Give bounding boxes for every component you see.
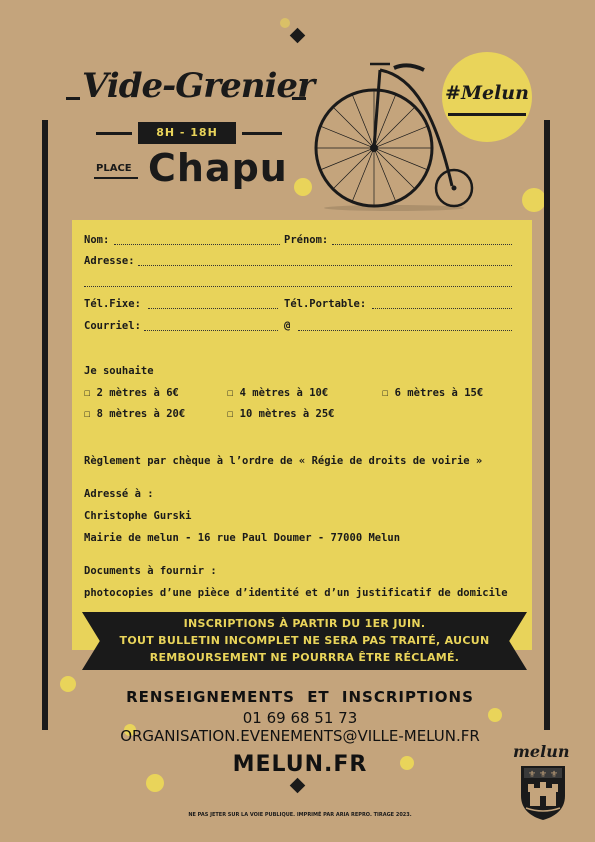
checkbox-icon[interactable]: ☐ [382,387,395,399]
option-2m[interactable]: ☐ 2 mètres à 6€ [84,387,179,399]
notice-line-2: TOUT BULLETIN INCOMPLET NE SERA PAS TRAITÉ, AUCUN [119,634,490,647]
svg-text:⚜: ⚜ [539,770,548,780]
checkbox-icon[interactable]: ☐ [84,387,97,399]
event-title: Vide-Grenier [82,66,314,106]
checkbox-icon[interactable]: ☐ [227,408,240,420]
tel-portable-field[interactable] [372,308,512,309]
penny-farthing-icon [314,56,484,212]
tel-fixe-field[interactable] [148,308,278,309]
place-label: PLACE [96,163,132,174]
mairie-address: Mairie de melun - 16 rue Paul Doumer - 77000 Melun [84,532,401,544]
checkbox-icon[interactable]: ☐ [84,408,97,420]
courriel-field-user[interactable] [144,330,278,331]
contact-phone[interactable]: 01 69 68 51 73 [242,709,358,727]
documents-label: Documents à fournir : [84,565,217,577]
adresse-a-label: Adressé à : [84,488,154,500]
top-diamond [290,28,306,44]
contact-heading: RENSEIGNEMENTS ET INSCRIPTIONS [126,688,474,706]
hashtag-label: #Melun [445,82,529,104]
decor-dot [522,188,546,212]
courriel-field-domain[interactable] [298,330,512,331]
left-frame-bar [42,120,48,730]
contact-email[interactable]: ORGANISATION.EVENEMENTS@VILLE-MELUN.FR [120,727,480,745]
svg-text:⚜: ⚜ [550,770,559,780]
hours-rule-right [242,132,282,135]
tel-portable-label: Tél.Portable: [284,298,367,310]
courriel-label: Courriel: [84,320,141,332]
place-underline [94,177,138,179]
city-crest-icon [518,762,568,822]
title-rule-left [66,97,80,100]
decor-dot [280,18,290,28]
option-4m[interactable]: ☐ 4 mètres à 10€ [227,387,329,399]
website-link[interactable]: MELUN.FR [232,752,368,777]
footer-legal: NE PAS JETER SUR LA VOIE PUBLIQUE. IMPRIMÉ PAR ARIA REPRO. TIRAGE 2023. [188,812,412,818]
hours-rule-left [96,132,132,135]
destinataire-text: Christophe Gurski [84,510,192,522]
option-10m[interactable]: ☐ 10 mètres à 25€ [227,408,335,420]
crest-name: melun [513,742,570,761]
adresse-field[interactable] [138,265,512,266]
right-frame-bar [544,120,550,730]
notice-line-1: INSCRIPTIONS À PARTIR DU 1ER JUIN. [183,617,426,630]
prenom-label: Prénom: [284,234,329,246]
souhaite-label: Je souhaite [84,365,154,377]
prenom-field[interactable] [332,244,512,245]
documents-detail: photocopies d’une pièce d’identité et d’un justificatif de domicile [84,587,508,599]
registration-form [72,220,532,650]
bottom-diamond [290,778,306,794]
svg-text:⚜: ⚜ [528,770,537,780]
tel-fixe-label: Tél.Fixe: [84,298,141,310]
adresse-label: Adresse: [84,255,135,267]
place-name: Chapu [148,146,288,190]
at-sign: @ [284,320,291,332]
option-8m[interactable]: ☐ 8 mètres à 20€ [84,408,186,420]
nom-label: Nom: [84,234,110,246]
option-6m[interactable]: ☐ 6 mètres à 15€ [382,387,484,399]
event-hours: 8H - 18H [138,122,236,144]
notice-line-3: REMBOURSEMENT NE POURRRA ÊTRE RÉCLAMÉ. [149,651,460,664]
checkbox-icon[interactable]: ☐ [227,387,240,399]
nom-field[interactable] [114,244,280,245]
decor-dot [294,178,312,196]
reglement-text: Règlement par chèque à l’ordre de « Régie de droits de voirie » [84,455,483,467]
adresse-field-line2[interactable] [84,286,512,287]
